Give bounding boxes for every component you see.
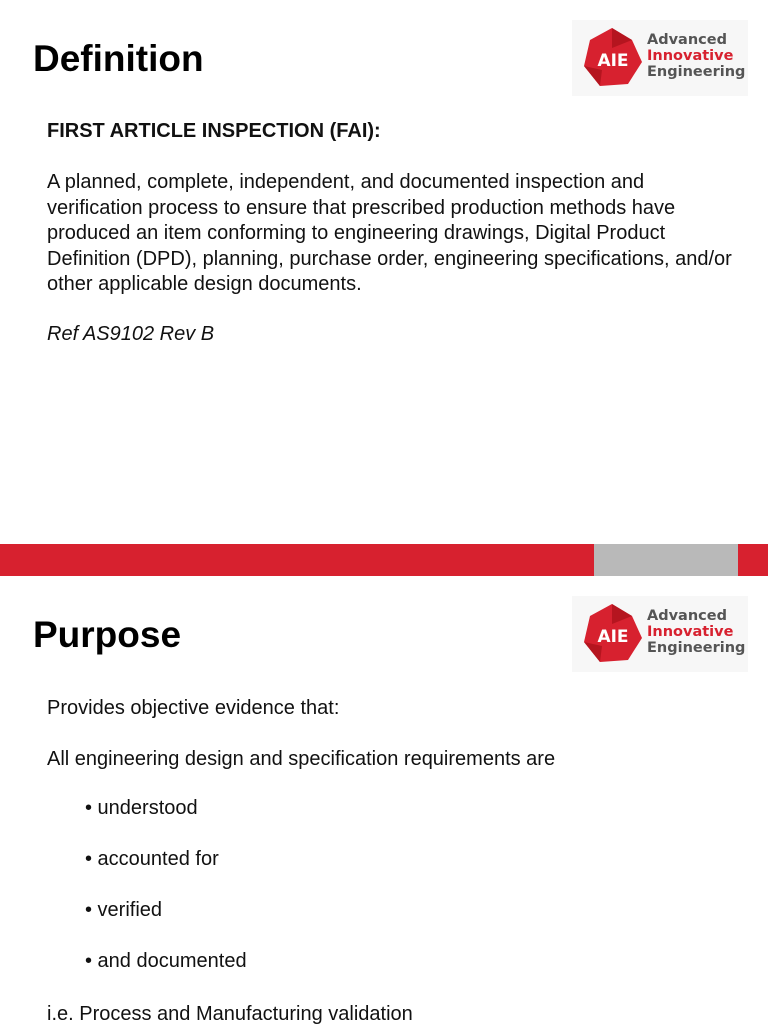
reference-note: Ref AS9102 Rev B (47, 323, 215, 345)
logo-word-engineering: Engineering (647, 640, 746, 656)
purpose-intro: Provides objective evidence that: (47, 697, 340, 719)
company-logo (572, 596, 748, 672)
bullet-item: • understood (85, 797, 198, 819)
slide-divider-band (0, 544, 768, 576)
bullet-item: • and documented (85, 950, 247, 972)
divider-red-segment (0, 544, 594, 576)
requirement-bullet-list (85, 796, 247, 1000)
logo-word-advanced: Advanced (647, 608, 727, 624)
logo-word-innovative: Innovative (647, 48, 734, 64)
slide-title: Purpose (33, 614, 182, 655)
divider-red-end-segment (738, 544, 768, 576)
logo-word-advanced: Advanced (647, 32, 727, 48)
bullet-item: • verified (85, 899, 163, 921)
svg-text:AIE: AIE (597, 51, 629, 71)
purpose-lead: All engineering design and specification requirements are (47, 748, 556, 770)
logo-word-engineering: Engineering (647, 64, 746, 80)
purpose-footer: i.e. Process and Manufacturing validation (47, 1003, 413, 1024)
bullet-item: • accounted for (85, 848, 219, 870)
divider-grey-segment (594, 544, 738, 576)
aie-logo-mark-icon (580, 26, 644, 90)
purpose-slide (0, 576, 768, 1024)
company-logo (572, 20, 748, 96)
aie-logo-mark-icon (580, 602, 644, 666)
svg-text:AIE: AIE (597, 627, 629, 647)
logo-word-innovative: Innovative (647, 624, 734, 640)
slide-title: Definition (33, 38, 204, 79)
fai-definition-text: A planned, complete, independent, and documented inspection and verification process to ensure that prescribed production methods have produced an item conforming to engineering drawings, Digital Product Definition (DPD), planning, purchase order, engineering specifications, and/or other applicable design documents. (47, 171, 732, 295)
fai-heading: FIRST ARTICLE INSPECTION (FAI): (47, 120, 381, 142)
